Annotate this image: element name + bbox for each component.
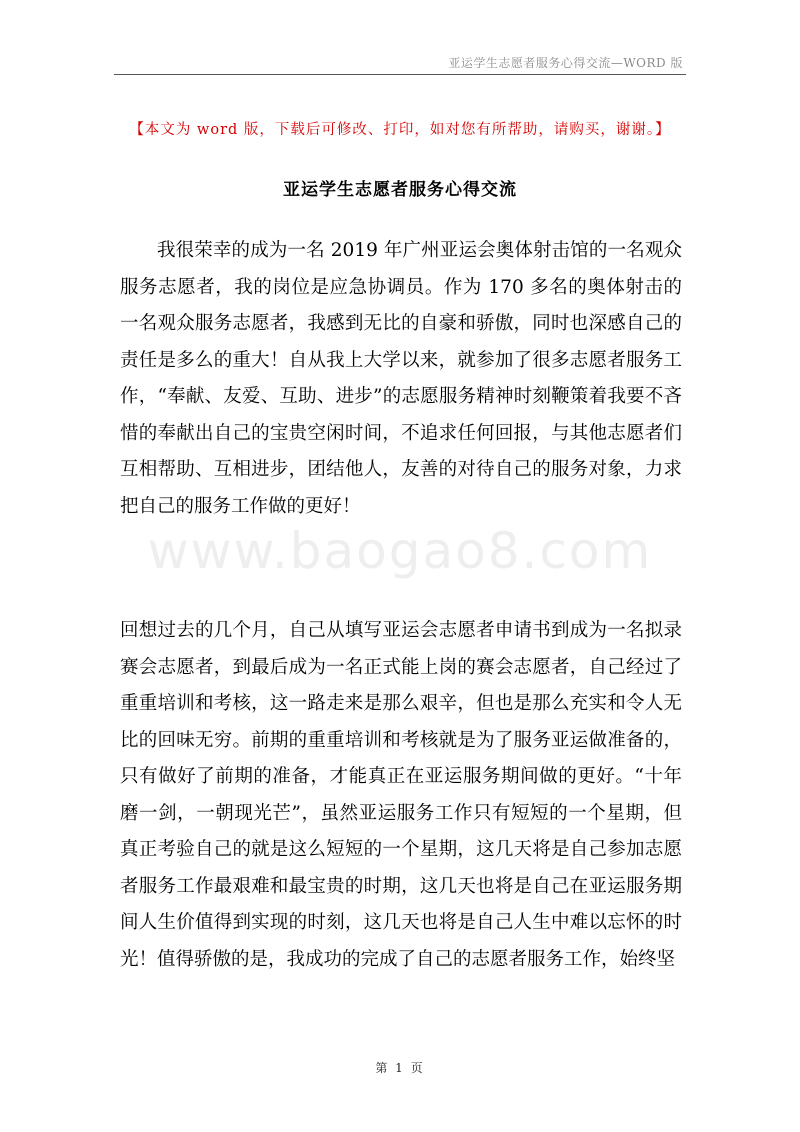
- body-paragraph-2: 回想过去的几个月，自己从填写亚运会志愿者申请书到成为一名拟录赛会志愿者，到最后成为一名正式能上岗的赛会志愿者，自己经过了重重培训和考核，这一路走来是那么艰辛，但也是那么充实和令人无比的回味无穷。前期的重重培训和考核就是为了服务亚运做准备的，只有做好了前期的准备，才能真正在亚运服务期间做的更好。“十年磨一剑，一朝现光芒”，虽然亚运服务工作只有短短的一个星期，但真正考验自己的就是这么短短的一个星期，这几天将是自己参加志愿者服务工作最艰难和最宝贵的时期，这几天也将是自己在亚运服务期间人生价值得到实现的时刻，这几天也将是自己人生中难以忘怀的时光！值得骄傲的是，我成功的完成了自己的志愿者服务工作，始终坚: [120, 620, 682, 970]
- running-header: 亚运学生志愿者服务心得交流—WORD 版: [448, 56, 683, 70]
- header-divider: [114, 74, 686, 75]
- site-watermark: www.baogao8.com: [147, 522, 653, 580]
- download-notice: 【本文为 word 版，下载后可修改、打印，如对您有所帮助，请购买，谢谢。】: [129, 122, 671, 138]
- document-title: 亚运学生志愿者服务心得交流: [283, 180, 517, 200]
- body-paragraph-1: 我很荣幸的成为一名 2019 年广州亚运会奥体射击馆的一名观众服务志愿者，我的岗位是应急协调员。作为 170 多名的奥体射击的一名观众服务志愿者，我感到无比的自豪和骄傲，同时也深感自己的责任是多么的重大！自从我上大学以来，就参加了很多志愿者服务工作，“奉献、友爱、互助、进步”的志愿服务精神时刻鞭策着我要不吝惜的奉献出自己的宝贵空闲时间，不追求任何回报，与其他志愿者们互相帮助、互相进步，团结他人，友善的对待自己的服务对象，力求把自己的服务工作做的更好！: [120, 240, 682, 517]
- page-number: 第 1 页: [375, 1061, 425, 1075]
